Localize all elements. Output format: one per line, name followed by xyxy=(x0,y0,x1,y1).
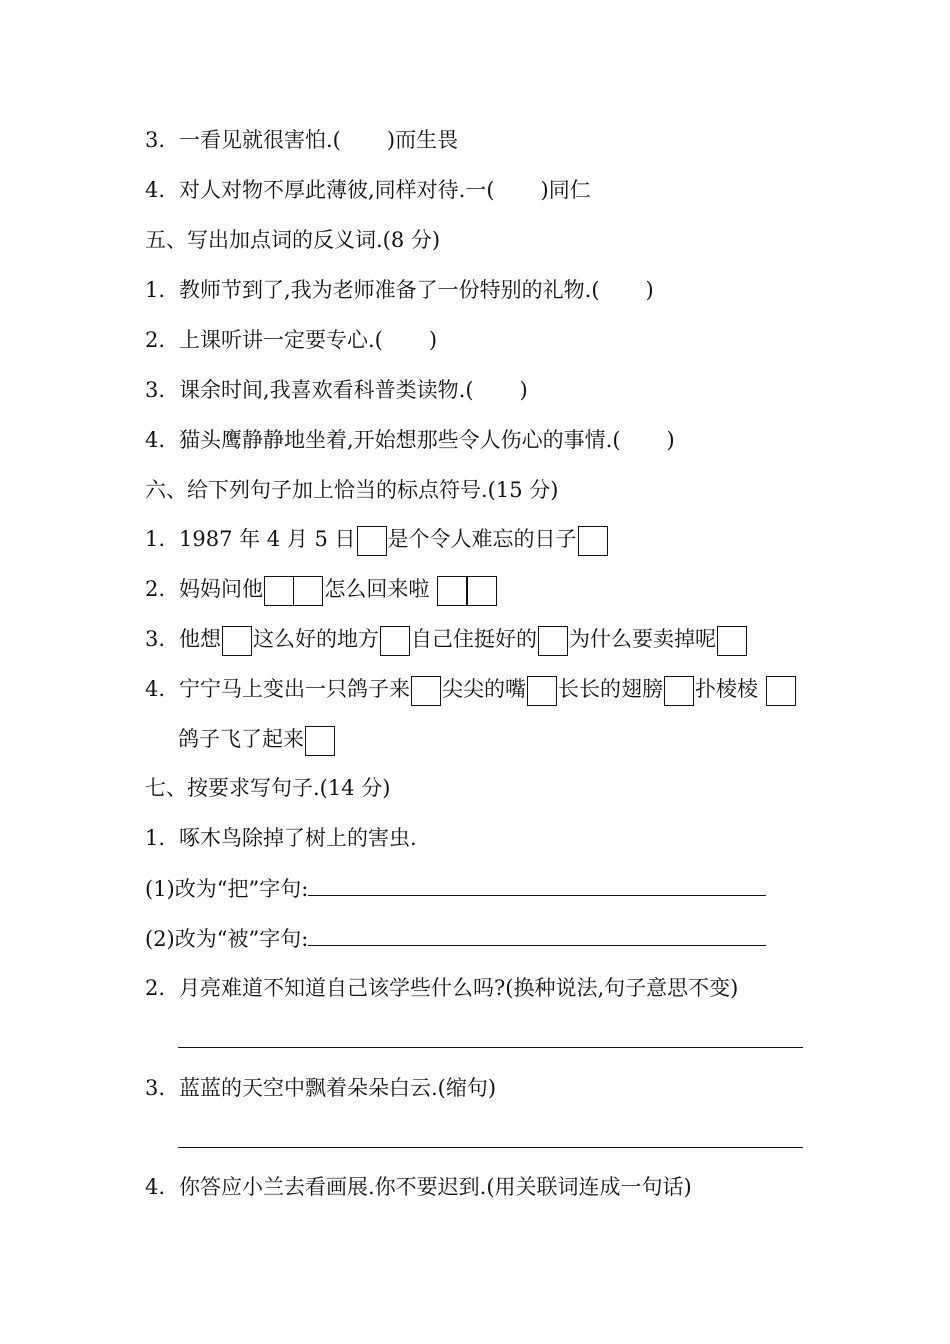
punct-box[interactable] xyxy=(538,626,568,656)
antonym-item-4: 4. 猫头鹰静静地坐着,开始想那些令人伤心的事情.( ) xyxy=(145,428,675,452)
punct-box[interactable] xyxy=(305,726,335,756)
sentence-q1-a: (1)改为“把”字句: xyxy=(145,873,766,903)
punct-item-4: 4. 宁宁马上变出一只鸽子来 尖尖的嘴 长长的翅膀 扑棱棱 xyxy=(145,674,797,704)
section7-title: 七、按要求写句子.(14 分) xyxy=(145,776,391,800)
antonym-item-1: 1. 教师节到了,我为老师准备了一份特别的礼物.( ) xyxy=(145,278,654,302)
punct-box[interactable] xyxy=(411,676,441,706)
sentence-q1: 1. 啄木鸟除掉了树上的害虫. xyxy=(145,826,417,850)
punct-item-1: 1. 1987 年 4 月 5 日 是个令人难忘的日子 xyxy=(145,524,609,554)
idiom-item-4-suffix: )同仁 xyxy=(540,178,591,202)
section6-title: 六、给下列句子加上恰当的标点符号.(15 分) xyxy=(145,478,559,502)
sentence-q1-b: (2)改为“被”字句: xyxy=(145,923,766,953)
punct-box[interactable] xyxy=(717,626,747,656)
punct-box[interactable] xyxy=(222,626,252,656)
answer-line[interactable] xyxy=(178,1047,803,1048)
answer-blank[interactable] xyxy=(308,873,766,896)
antonym-item-2: 2. 上课听讲一定要专心.( ) xyxy=(145,328,438,352)
punct-item-4-cont: 鸽子飞了起来 xyxy=(178,724,336,754)
section5-title: 五、写出加点词的反义词.(8 分) xyxy=(145,228,441,252)
punct-box[interactable] xyxy=(437,576,467,606)
idiom-item-3-text: 一看见就很害怕.( xyxy=(179,128,341,152)
punct-box[interactable] xyxy=(264,576,294,606)
antonym-item-3: 3. 课余时间,我喜欢看科普类读物.( ) xyxy=(145,378,528,402)
idiom-item-3-suffix: )而生畏 xyxy=(386,128,459,152)
sentence-q3: 3. 蓝蓝的天空中飘着朵朵白云.(缩句) xyxy=(145,1076,497,1100)
sentence-q2: 2. 月亮难道不知道自己该学些什么吗?(换种说法,句子意思不变) xyxy=(145,976,739,1000)
answer-line[interactable] xyxy=(178,1147,803,1148)
punct-item-2: 2. 妈妈问他 怎么回来啦 xyxy=(145,574,498,604)
punct-box[interactable] xyxy=(357,526,387,556)
punct-item-3: 3. 他想 这么好的地方 自己住挺好的 为什么要卖掉呢 xyxy=(145,624,748,654)
punct-box[interactable] xyxy=(527,676,557,706)
idiom-item-4: 4. 对人对物不厚此薄彼,同样对待.一( )同仁 xyxy=(145,178,591,202)
punct-box[interactable] xyxy=(293,576,323,606)
punct-box[interactable] xyxy=(467,576,497,606)
punct-box[interactable] xyxy=(578,526,608,556)
punct-box[interactable] xyxy=(766,676,796,706)
punct-box[interactable] xyxy=(664,676,694,706)
answer-blank[interactable] xyxy=(308,923,766,946)
idiom-item-3: 3. 一看见就很害怕.( )而生畏 xyxy=(145,128,459,152)
sentence-q4: 4. 你答应小兰去看画展.你不要迟到.(用关联词连成一句话) xyxy=(145,1175,692,1199)
idiom-item-4-text: 对人对物不厚此薄彼,同样对待.一( xyxy=(179,178,495,202)
punct-box[interactable] xyxy=(380,626,410,656)
